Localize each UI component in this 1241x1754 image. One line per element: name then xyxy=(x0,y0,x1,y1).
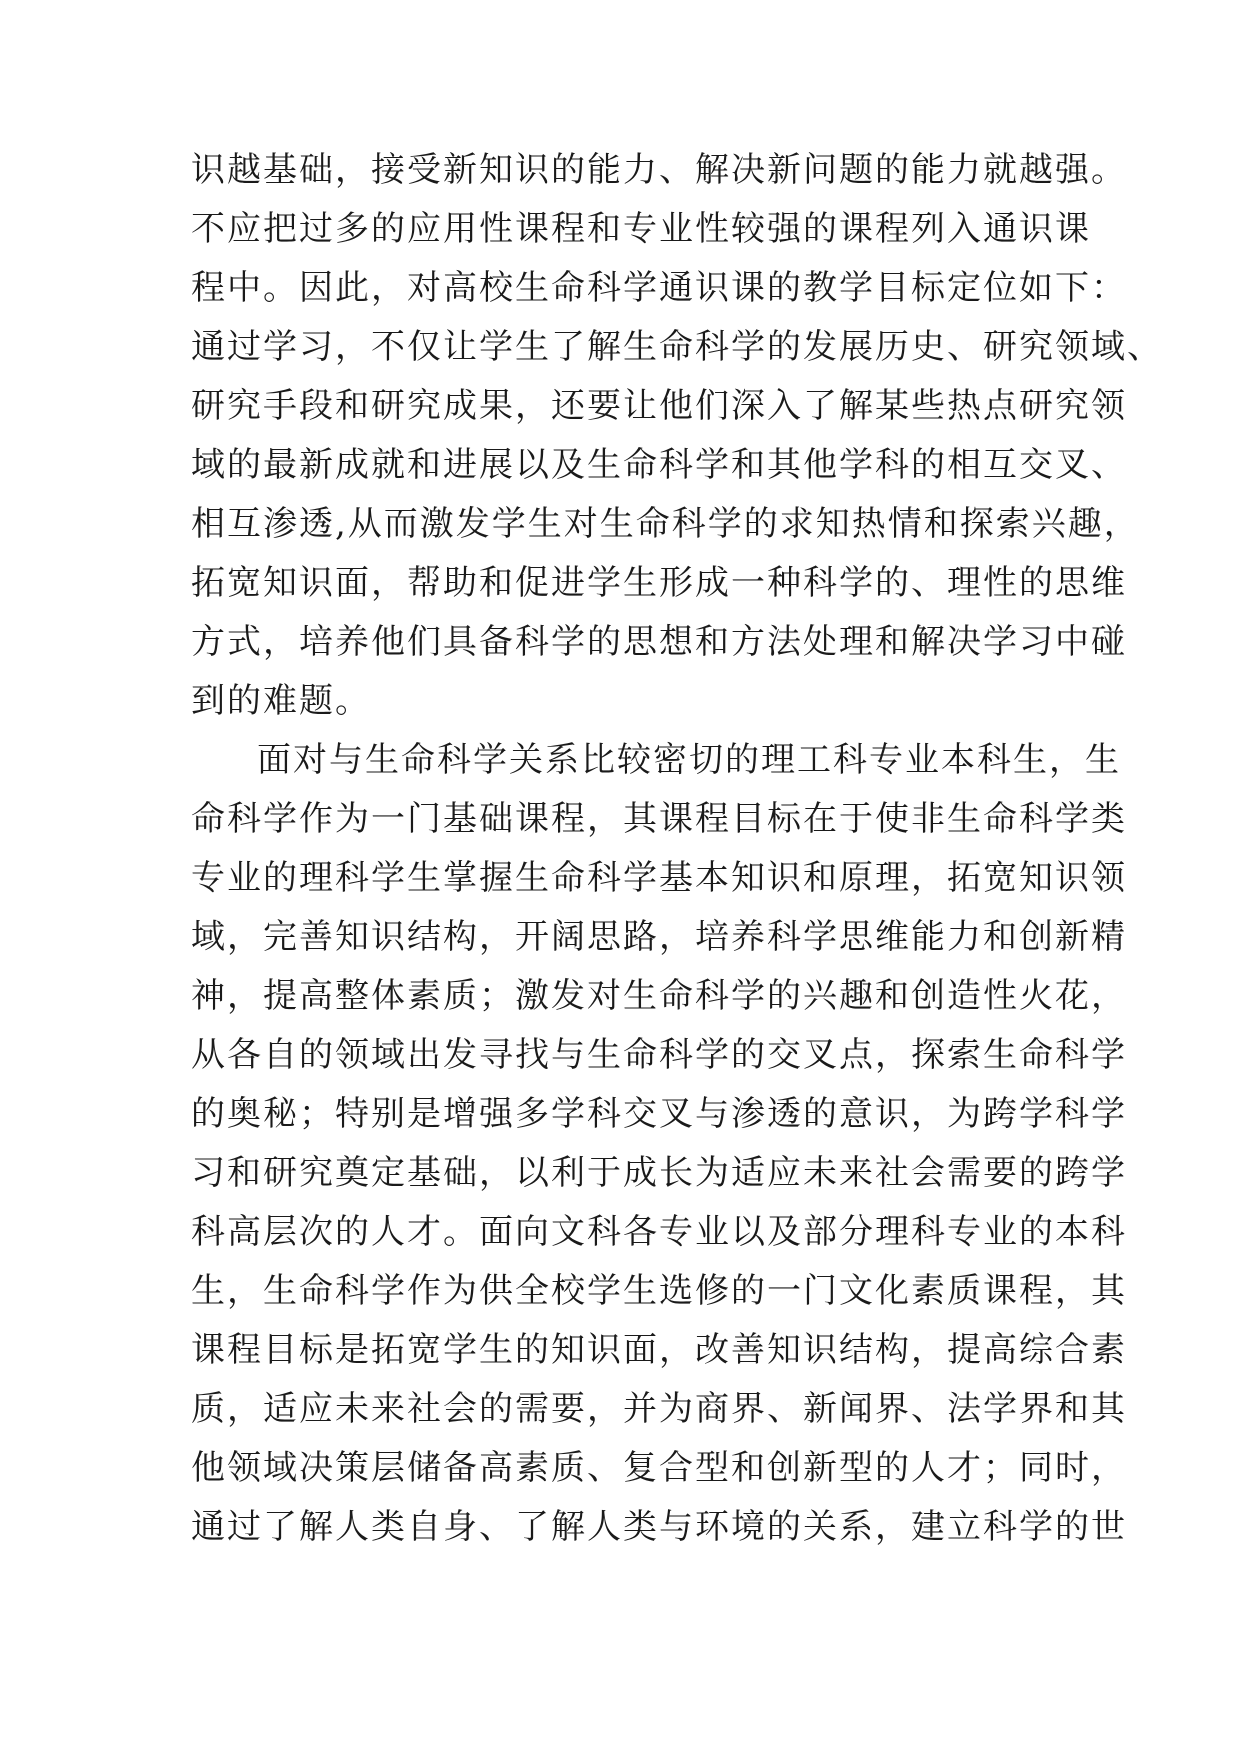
paragraph-line: 域的最新成就和进展以及生命科学和其他学科的相互交叉、 xyxy=(191,445,1127,485)
paragraph-line: 程中。因此，对高校生命科学通识课的教学目标定位如下： xyxy=(191,268,1127,308)
paragraph-line: 课程目标是拓宽学生的知识面，改善知识结构，提高综合素 xyxy=(191,1330,1127,1370)
paragraph-line: 他领域决策层储备高素质、复合型和创新型的人才；同时， xyxy=(191,1448,1127,1488)
paragraph-line: 识越基础，接受新知识的能力、解决新问题的能力就越强。 xyxy=(191,150,1127,190)
paragraph-line: 命科学作为一门基础课程，其课程目标在于使非生命科学类 xyxy=(191,799,1127,839)
paragraph-line: 面对与生命科学关系比较密切的理工科专业本科生，生 xyxy=(257,740,1121,780)
paragraph-line: 通过学习，不仅让学生了解生命科学的发展历史、研究领域、 xyxy=(191,327,1163,367)
paragraph-line: 质，适应未来社会的需要，并为商界、新闻界、法学界和其 xyxy=(191,1389,1127,1429)
paragraph-line: 的奥秘；特别是增强多学科交叉与渗透的意识，为跨学科学 xyxy=(191,1094,1127,1134)
paragraph-line: 生，生命科学作为供全校学生选修的一门文化素质课程，其 xyxy=(191,1271,1127,1311)
paragraph-line: 相互渗透,从而激发学生对生命科学的求知热情和探索兴趣， xyxy=(191,504,1140,544)
paragraph-line: 研究手段和研究成果，还要让他们深入了解某些热点研究领 xyxy=(191,386,1127,426)
paragraph-line: 科高层次的人才。面向文科各专业以及部分理科专业的本科 xyxy=(191,1212,1127,1252)
paragraph-line: 神，提高整体素质；激发对生命科学的兴趣和创造性火花， xyxy=(191,976,1127,1016)
paragraph-line: 通过了解人类自身、了解人类与环境的关系，建立科学的世 xyxy=(191,1507,1127,1547)
paragraph-line: 方式，培养他们具备科学的思想和方法处理和解决学习中碰 xyxy=(191,622,1127,662)
paragraph-line: 不应把过多的应用性课程和专业性较强的课程列入通识课 xyxy=(191,209,1091,249)
paragraph-line: 从各自的领域出发寻找与生命科学的交叉点，探索生命科学 xyxy=(191,1035,1127,1075)
paragraph-line: 专业的理科学生掌握生命科学基本知识和原理，拓宽知识领 xyxy=(191,858,1127,898)
paragraph-line: 域，完善知识结构，开阔思路，培养科学思维能力和创新精 xyxy=(191,917,1127,957)
paragraph-line: 习和研究奠定基础，以利于成长为适应未来社会需要的跨学 xyxy=(191,1153,1127,1193)
paragraph-line: 拓宽知识面，帮助和促进学生形成一种科学的、理性的思维 xyxy=(191,563,1127,603)
paragraph-line: 到的难题。 xyxy=(191,681,371,721)
